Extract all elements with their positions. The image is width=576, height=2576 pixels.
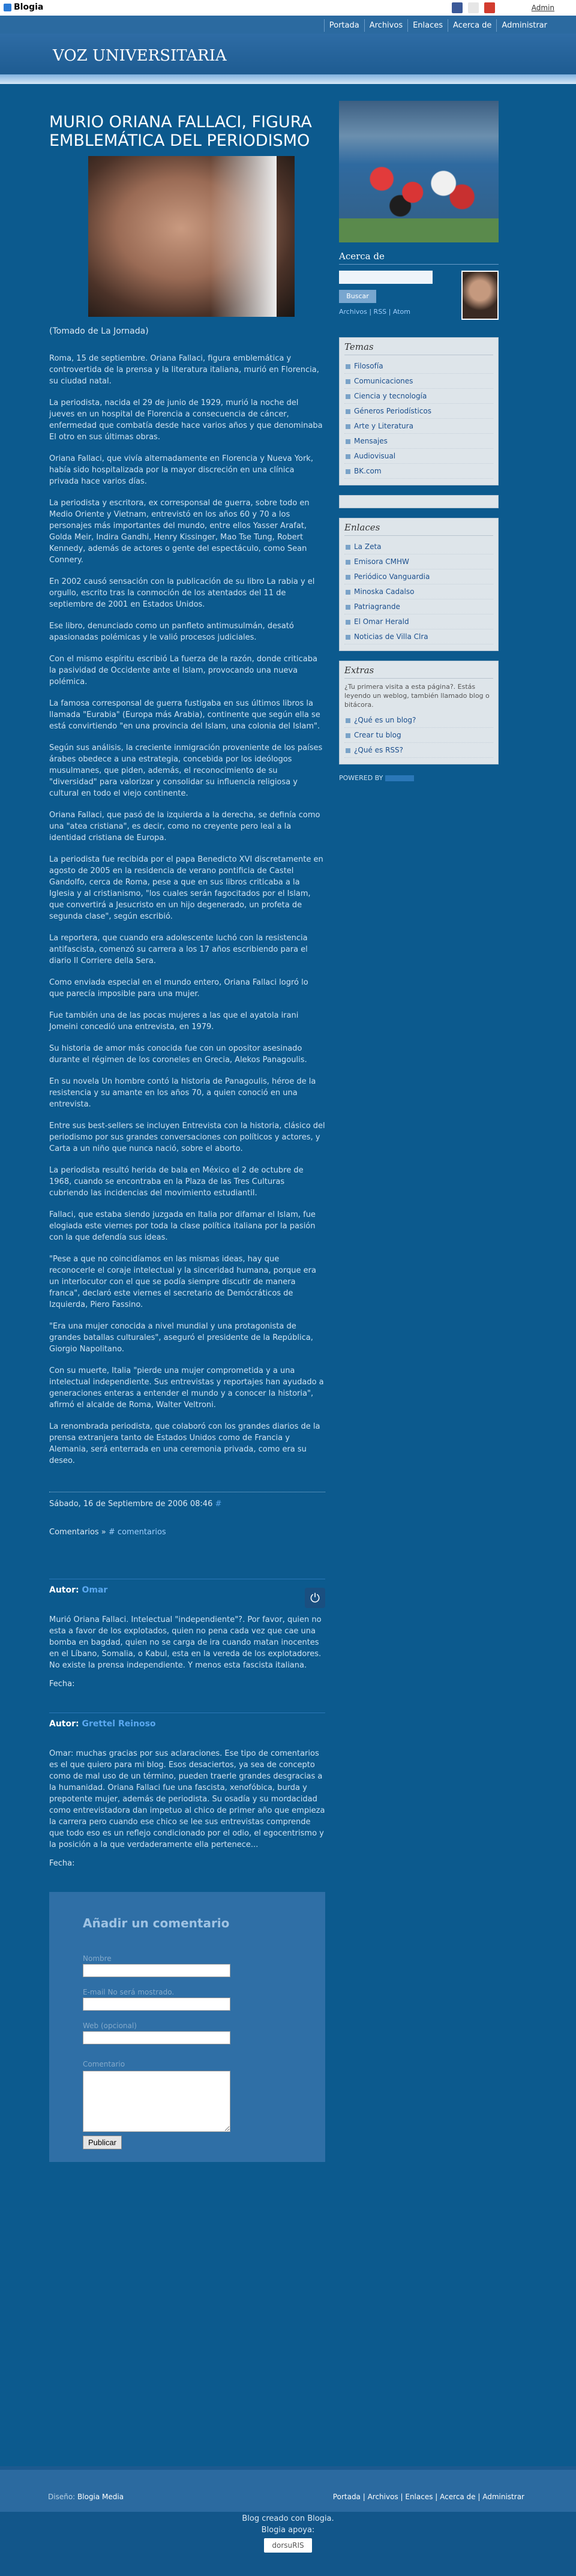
post-paragraph: Fue también una de las pocas mujeres a las que el ayatola irani Jomeini concedió una entrevista, en 1979. bbox=[49, 1011, 299, 1031]
main-column bbox=[49, 101, 325, 2162]
post-paragraph: La famosa corresponsal de guerra fustigaba en sus últimos libros la llamada "Eurabia" (Europa más Arabia), continente que según ella se está convirtiendo "en una provincia del Islam, una colonia del Islam". bbox=[49, 699, 320, 731]
post-paragraph: La renombrada periodista, que colaboró con los grandes diarios de la prensa extranjera tanto de Estados Unidos como de Francia y Alemania, será enterrada en una ceremonia privada, como era su deseo. bbox=[49, 1422, 320, 1465]
post-paragraph: Roma, 15 de septiembre. Oriana Fallaci, figura emblemática y controvertida de la prensa y la literatura italiana, murió en Florencia, su ciudad natal. bbox=[49, 354, 319, 386]
blog-title[interactable]: VOZ UNIVERSITARIA bbox=[53, 47, 227, 65]
sidebar-link[interactable]: Audiovisual bbox=[344, 449, 493, 464]
extras-title: Extras bbox=[344, 665, 493, 679]
comments-link-row bbox=[49, 1528, 325, 1537]
post-paragraph: Fallaci, que estaba siendo juzgada en Italia por difamar el Islam, fue elogiada este viernes por toda la clase política italiana por la pasión con la que defendía sus ideas. bbox=[49, 1210, 316, 1242]
sidebar-link[interactable]: Periódico Vanguardia bbox=[344, 569, 493, 584]
nav-archivos[interactable]: Archivos bbox=[364, 19, 407, 32]
post-paragraph: La periodista fue recibida por el papa Benedicto XVI discretamente en agosto de 2005 en la residencia de verano pontificia de Castel Gandolfo, cerca de Roma, pese a que en sus libros criticaba a la Iglesia y al cristianismo, "los cuales serán fagocitados por el Islam, que convertirá a Jesucristo en un hijo degenerado, un profeta de segunda clase", según escribió. bbox=[49, 855, 323, 921]
sidebar-link[interactable]: Filosofía bbox=[344, 359, 493, 374]
post-paragraph: Ese libro, denunciado como un panfleto antimusulmán, desató apasionadas polémicas y le valió procesos judiciales. bbox=[49, 622, 294, 642]
sidebar-link[interactable]: Minoska Cadalso bbox=[344, 584, 493, 599]
powered-by: POWERED BY bbox=[339, 774, 499, 782]
sidebar-link[interactable]: ¿Qué es RSS? bbox=[344, 743, 493, 758]
footer bbox=[0, 2466, 576, 2512]
nav-enlaces[interactable]: Enlaces bbox=[407, 19, 448, 32]
extras-list bbox=[344, 713, 493, 758]
post-paragraph: En 2002 causó sensación con la publicación de su libro La rabia y el orgullo, escrito tras la conmoción de los atentados del 11 de septiembre de 2001 en Estados Unidos. bbox=[49, 577, 315, 609]
permalink[interactable]: # bbox=[215, 1500, 222, 1509]
sidebar-link[interactable]: ¿Qué es un blog? bbox=[344, 713, 493, 728]
post-date: Sábado, 16 de Septiembre de 2006 08:46 bbox=[49, 1500, 213, 1509]
sidebar-link[interactable]: Comunicaciones bbox=[344, 374, 493, 389]
sidebar-link[interactable]: Arte y Literatura bbox=[344, 419, 493, 434]
supporter-badge[interactable]: dorsuRIS bbox=[264, 2538, 312, 2553]
google-plus-icon[interactable] bbox=[484, 2, 495, 13]
social-icons bbox=[449, 2, 495, 16]
post-paragraph: Como enviada especial en el mundo entero, Oriana Fallaci logró lo que parecía imposible para una mujer. bbox=[49, 978, 308, 998]
blogia-logo[interactable]: Blogia bbox=[4, 2, 43, 12]
post-paragraph: Su historia de amor más conocida fue con un opositor asesinado durante el régimen de los coroneles en Grecia, Alekos Panagoulis. bbox=[49, 1044, 307, 1064]
web-label: Web (opcional) bbox=[83, 2022, 137, 2030]
post-photo bbox=[88, 156, 295, 317]
comment-date: Fecha: bbox=[49, 1680, 75, 1689]
extras-widget bbox=[339, 661, 499, 764]
grass-strip bbox=[339, 218, 499, 242]
sidebar bbox=[339, 101, 499, 782]
email-field[interactable] bbox=[83, 1998, 230, 2011]
extras-text: ¿Tu primera visita a esta página?. Estás leyendo un weblog, también llamado blog o bitácora. bbox=[344, 683, 490, 709]
post-paragraph: Oriana Fallaci, que vivía alternadamente en Florencia y Nueva York, había sido hospitalizada por la mayor discreción en una clínica privada hace varios días. bbox=[49, 454, 313, 486]
divider-box bbox=[339, 495, 499, 508]
feed-links[interactable]: Archivos | RSS | Atom bbox=[339, 308, 410, 316]
nav-portada[interactable]: Portada bbox=[324, 19, 364, 32]
post-paragraph: La reportera, que cuando era adolescente luchó con la resistencia antifascista, comenzó su carrera a los 17 años escribiendo para el diario Il Corriere della Sera. bbox=[49, 934, 308, 965]
created-with[interactable]: Blog creado con Blogia. bbox=[242, 2514, 334, 2523]
comment bbox=[49, 1713, 325, 1868]
post-paragraph: Con el mismo espíritu escribió La fuerza de la razón, donde criticaba la pasividad de Occidente ante el Islam, provocando una nueva polémica. bbox=[49, 655, 317, 686]
search-input[interactable] bbox=[339, 271, 433, 284]
comment-label: Comentario bbox=[83, 2060, 125, 2068]
post-title[interactable]: MURIO ORIANA FALLACI, FIGURA EMBLEMÁTICA DEL PERIODISMO bbox=[49, 113, 312, 150]
top-bar bbox=[0, 0, 576, 16]
comment-textarea[interactable] bbox=[83, 2071, 230, 2132]
post-paragraph: En su novela Un hombre contó la historia de Panagoulis, héroe de la resistencia y su amante en los años 70, a quien conoció en una entrevista. bbox=[49, 1077, 316, 1109]
sidebar-link[interactable]: Crear tu blog bbox=[344, 728, 493, 743]
sidebar-link[interactable]: Géneros Periodísticos bbox=[344, 404, 493, 419]
comments-count-link[interactable]: # comentarios bbox=[108, 1528, 166, 1537]
web-field[interactable] bbox=[83, 2031, 230, 2044]
post-paragraph: "Era una mujer conocida a nivel mundial y una protagonista de grandes batallas culturales", aseguró el presidente de la República, Giorgio Napolitano. bbox=[49, 1322, 313, 1354]
admin-link[interactable]: Admin bbox=[531, 4, 554, 12]
sidebar-link[interactable]: La Zeta bbox=[344, 539, 493, 554]
post-body bbox=[49, 353, 325, 1467]
comment-author: Autor: Grettel Reinoso bbox=[49, 1719, 156, 1729]
enlaces-list bbox=[344, 539, 493, 644]
sidebar-link[interactable]: Noticias de Villa Clra bbox=[344, 629, 493, 644]
temas-title: Temas bbox=[344, 341, 493, 355]
supports: Blogia apoya: bbox=[261, 2526, 315, 2535]
about-box bbox=[339, 265, 499, 328]
post-paragraph: La periodista, nacida el 29 de junio de 1929, murió la noche del jueves en un hospital de Florencia a consecuencia de cáncer, enfermedad que combatía desde hace varios años y que denominaba El otro en sus últimas obras. bbox=[49, 398, 323, 442]
nav-acerca[interactable]: Acerca de bbox=[448, 19, 496, 32]
post-paragraph: Según sus análisis, la creciente inmigración proveniente de los países árabes obedece a una estrategia, concebida por los ideólogos musulmanes, que piden, además, el reconocimiento de su "diversidad" para valorizar y consolidar su influencia religiosa y cultural en todo el viejo continente. bbox=[49, 743, 323, 798]
comments-label: Comentarios » bbox=[49, 1528, 106, 1537]
name-label: Nombre bbox=[83, 1954, 112, 1963]
bottom-bar bbox=[0, 2512, 576, 2576]
footer-links[interactable]: Portada | Archivos | Enlaces | Acerca de | Administrar bbox=[332, 2493, 524, 2501]
sidebar-link[interactable]: BK.com bbox=[344, 464, 493, 479]
sidebar-link[interactable]: Mensajes bbox=[344, 434, 493, 449]
sidebar-link[interactable]: Ciencia y tecnología bbox=[344, 389, 493, 404]
enlaces-widget bbox=[339, 518, 499, 651]
comment-body: Murió Oriana Fallaci. Intelectual "independiente"?. Por favor, quien no esta a favor de los explotados, quien no pena cada vez que cae una bomba en bagdad, quien no se carga de ira cuando matan inocentes en el Líbano, Somalia, o Kabul, esta en la vereda de los explotadores. No existe la prensa independiente. Y menos esta fascista italiana. bbox=[49, 1615, 322, 1670]
email-label: E-mail No será mostrado. bbox=[83, 1988, 175, 1996]
comment bbox=[49, 1579, 325, 1689]
sidebar-link[interactable]: Emisora CMHW bbox=[344, 554, 493, 569]
post-footer bbox=[49, 1492, 325, 1509]
blogia-badge[interactable] bbox=[385, 775, 414, 781]
post-paragraph: "Pese a que no coincidíamos en las mismas ideas, hay que reconocerle el coraje intelectual y la sinceridad humana, porque era un interlocutor con el que se podía siempre discutir de manera franca", declaró este viernes el secretario de Demócráticos de Izquierda, Piero Fassino. bbox=[49, 1255, 316, 1309]
nav-administrar[interactable]: Administrar bbox=[496, 19, 552, 32]
author-avatar bbox=[461, 271, 499, 320]
post-paragraph: La periodista resultó herida de bala en México el 2 de octubre de 1968, cuando se encontraba en la Plaza de las Tres Culturas cubriendo las incidencias del movimiento estudiantil. bbox=[49, 1166, 304, 1198]
blogia-icon bbox=[4, 4, 11, 11]
search-button[interactable]: Buscar bbox=[339, 290, 376, 303]
footer-design: Diseño: Blogia Media bbox=[48, 2493, 124, 2501]
comment-body: Omar: muchas gracias por sus aclaraciones. Ese tipo de comentarios es el que quiero para mi blog. Esos desaciertos, ya sea de concepto como de mal uso de un término, pueden traerle grandes desgracias a la humanidad. Oriana Fallaci fue una fascista, xenofóbica, burda y prepotente mujer, además de periodista. Su osadía y su mordacidad como entrevistadora dan impetuo al chico de primer año que empieza la carrera pero cuando ese chico se lee sus entrevistas comprende que todo eso es un reflejo condicionado por el odio, el egocentrismo y la posición a la que verdaderamente ella pertenece... bbox=[49, 1749, 325, 1849]
comment-author-link[interactable]: Grettel Reinoso bbox=[82, 1719, 156, 1729]
share-icon[interactable] bbox=[468, 2, 479, 13]
main-nav bbox=[0, 16, 576, 34]
publish-button[interactable]: Publicar bbox=[83, 2136, 122, 2149]
post-caption: (Tomado de La Jornada) bbox=[49, 326, 149, 336]
comment-form bbox=[49, 1892, 325, 2162]
group-photo bbox=[339, 101, 499, 242]
name-field[interactable] bbox=[83, 1964, 230, 1977]
enlaces-title: Enlaces bbox=[344, 522, 493, 536]
post-paragraph: Oriana Fallaci, que pasó de la izquierda a la derecha, se definía como una "atea cristiana", es decir, como no creyente pero leal a la identidad cristiana de Europa. bbox=[49, 811, 320, 842]
about-title: Acerca de bbox=[339, 251, 499, 265]
sidebar-link[interactable]: El Omar Herald bbox=[344, 614, 493, 629]
header-stripe bbox=[0, 74, 576, 84]
post-paragraph: La periodista y escritora, ex corresponsal de guerra, sobre todo en Medio Oriente y Vietnam, entrevistó en los años 60 y 70 a los personajes más importantes del mundo, entre ellos Yasser Arafat, Golda Meir, Indira Gandhi, Henry Kissinger, Mao Tse Tung, Robert Kennedy, además de actores o gente del espectáculo, como Sean Connery. bbox=[49, 499, 310, 565]
sidebar-link[interactable]: Patriagrande bbox=[344, 599, 493, 614]
facebook-icon[interactable] bbox=[452, 2, 463, 13]
temas-widget bbox=[339, 337, 499, 485]
blog-header bbox=[0, 34, 576, 84]
post-paragraph: Entre sus best-sellers se incluyen Entrevista con la historia, clásico del periodismo por sus grandes conversaciones con políticos y actores, y Carta a un niño que nunca nació, sobre el aborto. bbox=[49, 1121, 325, 1153]
comment-author: Autor: Omar bbox=[49, 1585, 108, 1595]
post-paragraph: Con su muerte, Italia "pierde una mujer comprometida y a una intelectual independiente. Sus entrevistas y reportajes han ayudado a generaciones enteras a entender el mundo y a conocer la historia", afirmó el alcalde de Roma, Walter Veltroni. bbox=[49, 1366, 324, 1410]
comment-form-title: Añadir un comentario bbox=[83, 1916, 230, 1930]
power-icon: ⏻ bbox=[305, 1588, 325, 1608]
comment-date: Fecha: bbox=[49, 1859, 75, 1868]
comment-author-link[interactable]: Omar bbox=[82, 1585, 108, 1595]
temas-list bbox=[344, 359, 493, 479]
